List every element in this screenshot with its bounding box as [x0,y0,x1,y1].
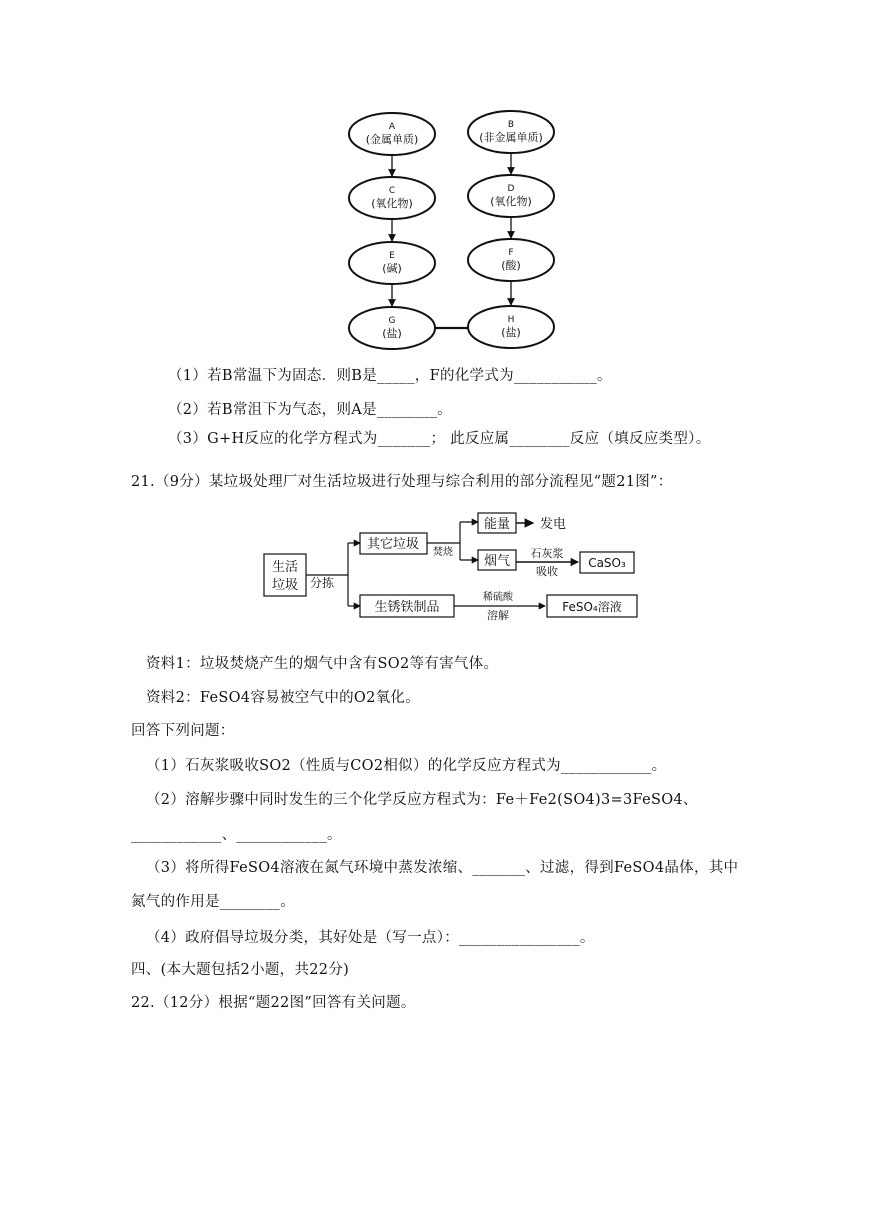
svg-text:(酸): (酸) [501,259,521,272]
node-feso4-solution [547,595,637,617]
svg-text:B: B [507,120,515,130]
svg-text:D: D [507,184,515,194]
section-four-heading: 四、(本大题包括2小题，共22分) [131,962,350,978]
svg-text:生锈铁制品: 生锈铁制品 [374,600,440,615]
waste-process-flowchart [260,505,660,645]
svg-text:FeSO₄溶液: FeSO₄溶液 [562,600,622,614]
svg-text:G: G [388,316,396,326]
svg-text:(碱): (碱) [382,262,402,275]
label-absorb: 吸收 [536,565,558,578]
node-f [468,239,554,281]
node-d [468,175,554,217]
svg-text:(非金属单质): (非金属单质) [479,131,543,144]
node-g [349,307,435,349]
q20-part2: （2）若B常沮下为气态，则A是________。 [168,402,453,418]
node-rusty-iron [360,595,454,617]
svg-text:(盐): (盐) [501,326,521,339]
q20-part3: （3）G+H反应的化学方程式为_______； 此反应属________反应（填反应类型）。 [168,431,711,447]
label-dissolve: 溶解 [487,609,509,622]
substance-relation-diagram [330,100,570,355]
label-burn: 焚烧 [433,547,453,558]
svg-text:(氧化物): (氧化物) [371,197,413,210]
label-sort: 分拣 [309,576,335,590]
svg-text:E: E [389,251,395,261]
q21-part3-line2: 氮气的作用是________。 [131,894,295,910]
svg-text:(盐): (盐) [382,327,402,340]
svg-text:生活: 生活 [271,560,299,575]
svg-text:能量: 能量 [483,517,511,532]
svg-text:(金属单质): (金属单质) [365,133,419,146]
label-dilute-acid: 稀硫酸 [483,592,513,603]
node-caso3 [580,552,634,573]
svg-text:垃圾: 垃圾 [271,578,299,593]
svg-text:(氧化物): (氧化物) [490,195,532,208]
q21-part4: （4）政府倡导垃圾分类，其好处是（写一点）：________________。 [146,930,595,946]
q21-part1: （1）石灰浆吸收SO2（性质与CO2相似）的化学反应方程式为____________。 [146,758,667,774]
label-power: 发电 [539,517,567,532]
svg-text:H: H [507,315,515,325]
svg-text:A: A [388,122,396,132]
q21-info2: 资料2：FeSO4容易被空气中的O2氧化。 [146,690,421,706]
svg-text:CaSO₃: CaSO₃ [588,556,626,570]
node-e [349,242,435,284]
q21-info1: 资料1：垃圾焚烧产生的烟气中含有SO2等有害气体。 [146,656,499,672]
q21-intro: 21.（9分）某垃圾处理厂对生活垃圾进行处理与综合利用的部分流程见“题21图”： [131,474,673,490]
node-a [349,113,435,155]
label-lime: 石灰浆 [530,547,564,560]
q21-part2-line1: （2）溶解步骤中同时发生的三个化学反应方程式为：Fe＋Fe2(SO4)3=3FeSO4、 [146,792,698,808]
svg-text:烟气: 烟气 [483,554,511,569]
svg-text:C: C [388,186,396,196]
node-b [468,111,554,153]
node-h [468,306,554,348]
node-household-waste [264,554,306,596]
svg-text:其它垃圾: 其它垃圾 [366,537,420,552]
q21-answer-prompt: 回答下列问题： [131,723,235,739]
node-c [349,177,435,219]
q22-intro: 22.（12分）根据“题22图”回答有关问题。 [131,995,416,1011]
svg-text:F: F [508,248,514,258]
q21-part2-line2: ____________、____________。 [131,827,342,843]
q21-part3-line1: （3）将所得FeSO4溶液在氮气环境中蒸发浓缩、_______、过滤，得到FeSO4晶体，其中 [146,860,739,876]
q20-part1: （1）若B常温下为固态．则B是_____，F的化学式为___________。 [168,368,612,384]
node-other-waste [360,533,427,554]
node-flue-gas [478,550,516,570]
node-energy [478,513,516,533]
